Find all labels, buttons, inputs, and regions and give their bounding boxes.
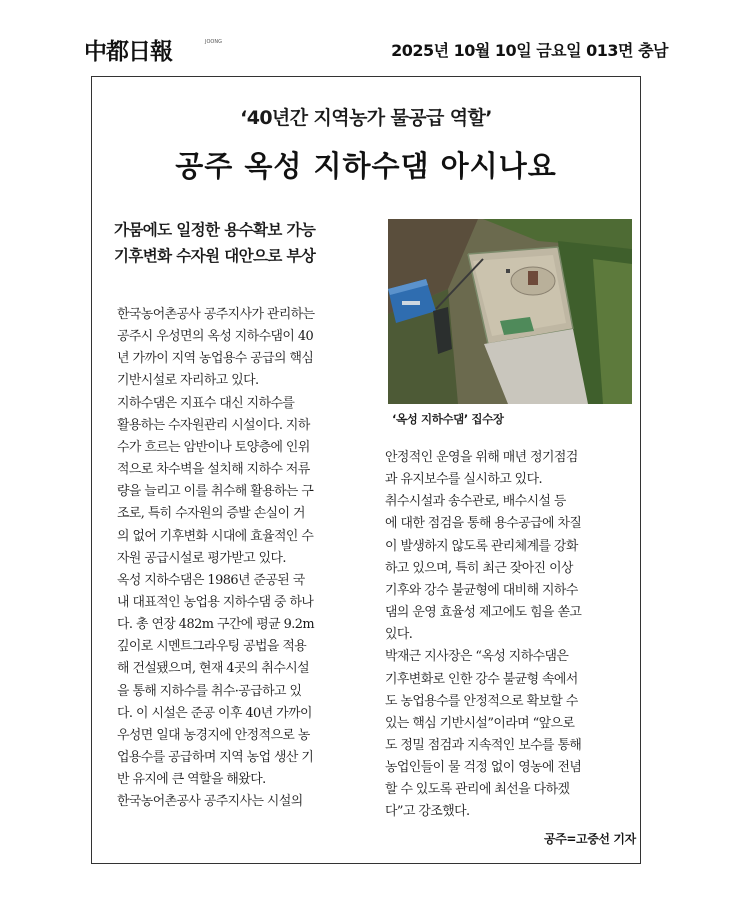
body-text-line: 옥성 지하수댐은 1986년 준공된 국 — [117, 572, 305, 588]
article-photo — [388, 219, 632, 404]
body-text-line: 적으로 차수벽을 설치해 지하수 저류 — [117, 462, 310, 478]
body-text-line: 있는 핵심 기반시설”이라며 “앞으로 — [385, 715, 575, 731]
photo-caption: ‘옥성 지하수댐’ 집수장 — [392, 412, 504, 426]
body-text-line: 기후변화로 인한 강수 불균형 속에서 — [385, 671, 578, 687]
body-text-line: 반 유지에 큰 역할을 해왔다. — [117, 772, 266, 788]
article-subheads — [114, 217, 384, 269]
article-kicker: ‘40년간 지역농가 물공급 역할’ — [240, 107, 492, 129]
body-text-line: 우성면 일대 농경지에 안정적으로 농 — [117, 727, 310, 743]
issue-dateline: 2025년 10월 10일 금요일 013면 충남 — [391, 41, 668, 60]
body-text-line: 수가 흐르는 암반이나 토양층에 인위 — [117, 439, 310, 455]
masthead — [84, 33, 684, 65]
article-headline: 공주 옥성 지하수댐 아시나요 — [175, 149, 557, 183]
body-text-line: 도 정밀 점검과 지속적인 보수를 통해 — [385, 737, 582, 753]
body-text-line: 박재근 지사장은 “옥성 지하수댐은 — [385, 649, 569, 665]
body-text-line: 공주시 우성면의 옥성 지하수댐이 40 — [117, 329, 314, 345]
body-text-line: 안정적인 운영을 위해 매년 정기점검 — [385, 450, 578, 465]
body-text-line: 에 대한 점검을 통해 용수공급에 차질 — [385, 516, 582, 532]
body-text-line: 댐의 운영 효율성 제고에도 힘을 쏟고 — [385, 605, 582, 621]
body-text-line: 지하수댐은 지표수 대신 지하수를 — [117, 395, 295, 411]
body-text-line: 이 발생하지 않도록 관리체계를 강화 — [385, 538, 578, 554]
body-text-line: 한국농어촌공사 공주지사는 시설의 — [117, 794, 303, 810]
body-text-line: 기후와 강수 불균형에 대비해 지하수 — [385, 582, 578, 598]
body-text-line: 농업인들이 물 걱정 없이 영농에 전념 — [385, 760, 582, 776]
body-text-line: 조로, 특히 수자원의 증발 손실이 거 — [117, 506, 305, 522]
body-text-line: 깊이로 시멘트그라우팅 공법을 적용 — [117, 639, 307, 655]
article-byline: 공주=고중선 기자 — [544, 832, 636, 846]
body-text-line: 한국농어촌공사 공주지사가 관리하는 — [117, 307, 315, 322]
body-text-line: 기반시설로 자리하고 있다. — [117, 373, 259, 389]
aerial-photo-pump-station-icon — [388, 219, 632, 404]
newspaper-logo: 中都日報 — [84, 38, 172, 65]
body-text-line: 다. 총 연장 482m 구간에 평균 9.2m — [117, 617, 315, 633]
body-text-line: 업용수를 공급하며 지역 농업 생산 기 — [117, 750, 314, 765]
logo-subscript: JOONG — [205, 39, 222, 45]
body-text-line: 자원 공급시설로 평가받고 있다. — [117, 550, 286, 566]
body-text-line: 을 통해 지하수를 취수·공급하고 있 — [117, 683, 302, 699]
article-box — [91, 76, 641, 864]
body-text-line: 취수시설과 송수관로, 배수시설 등 — [385, 494, 566, 510]
body-text-line: 내 대표적인 농업용 지하수댐 중 하나 — [117, 594, 314, 610]
body-text-line: 있다. — [385, 627, 413, 643]
body-text-line: 의 없어 기후변화 시대에 효율적인 수 — [117, 528, 314, 544]
body-text-line: 다”고 강조했다. — [385, 804, 470, 820]
body-text-line: 다. 이 시설은 준공 이후 40년 가까이 — [117, 705, 312, 721]
body-text-line: 량을 늘리고 이를 취수해 활용하는 구 — [117, 484, 314, 500]
body-text-line: 도 농업용수를 안정적으로 확보할 수 — [385, 693, 578, 709]
subhead-line: 가뭄에도 일정한 용수확보 가능 — [114, 221, 316, 239]
body-text-line: 할 수 있도록 관리에 최선을 다하겠 — [385, 782, 570, 798]
body-text-line: 활용하는 수자원관리 시설이다. 지하 — [117, 417, 310, 433]
subhead-line: 기후변화 수자원 대안으로 부상 — [114, 247, 316, 265]
body-text-line: 과 유지보수를 실시하고 있다. — [385, 472, 543, 488]
body-text-line: 해 건설됐으며, 현재 4곳의 취수시설 — [117, 661, 310, 677]
body-text-line: 년 가까이 지역 농업용수 공급의 핵심 — [117, 351, 314, 367]
body-text-line: 하고 있으며, 특히 최근 잦아진 이상 — [385, 560, 573, 576]
